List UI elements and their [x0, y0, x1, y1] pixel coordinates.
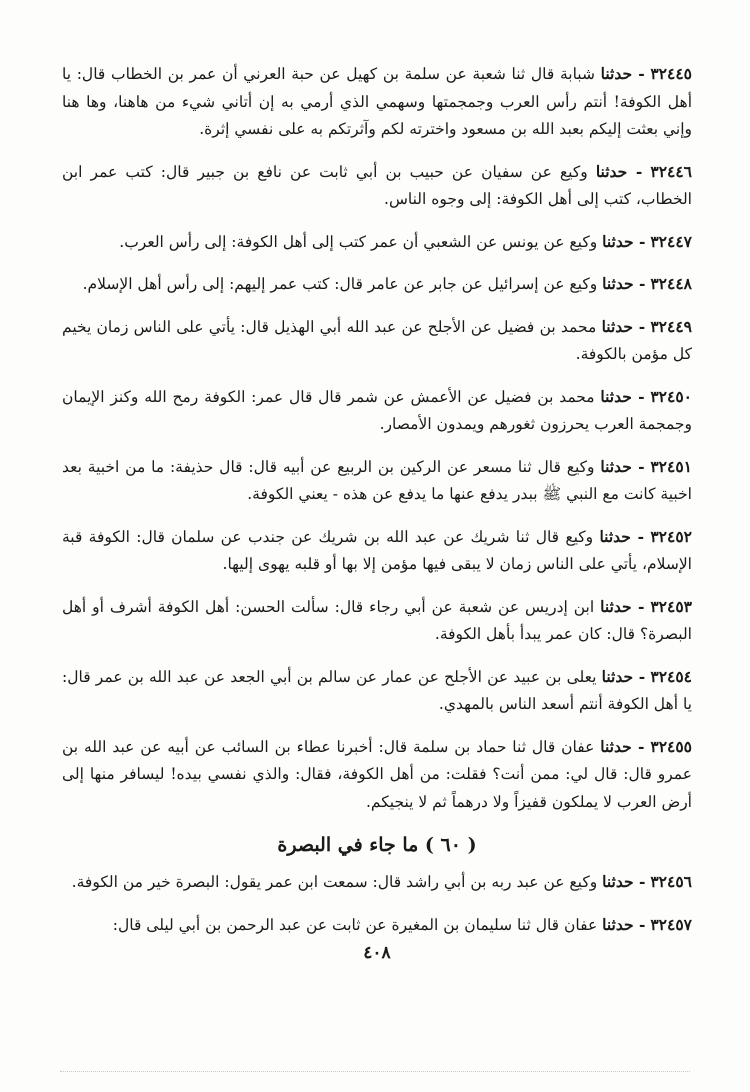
hadith-lead: - حدثنا [600, 736, 645, 756]
hadith-number: ٣٢٤٥٦ [650, 872, 692, 891]
hadith-number: ٣٢٤٥٧ [650, 914, 692, 934]
hadith-entry [62, 523, 692, 579]
hadith-text: عفان قال ثنا سليمان بن المغيرة عن ثابت عن عبد الرحمن بن أبي ليلى قال: [112, 915, 598, 934]
hadith-entry [62, 453, 692, 509]
hadith-lead: - حدثنا [595, 161, 643, 181]
hadith-text: عفان قال ثنا حماد بن سلمة قال: أخبرنا عطاء بن السائب عن أبيه عن عبد الله بن عمرو قال: قال لي: ممن أنت؟ فقلت: من أهل الكوفة، فقال: والذي نفسي بيده! ليسافر منها إلى أرض العرب لا يملكون قفيزاً ولا درهماً ثم لا ينجيكم. [62, 737, 692, 811]
hadith-number: ٣٢٤٥٤ [650, 666, 693, 686]
hadith-entry [62, 733, 692, 817]
hadith-text: وكيع عن عبد ربه بن أبي راشد قال: سمعت ابن عمر يقول: البصرة خير من الكوفة. [71, 873, 598, 891]
hadith-text: محمد بن فضيل عن الأجلح عن عبد الله أبي الهذيل قال: يأتي على الناس زمان يخيم كل مؤمن بالكوفة. [62, 317, 692, 363]
hadith-number: ٣٢٤٤٥ [650, 64, 692, 83]
hadith-lead: - حدثنا [600, 386, 645, 406]
hadith-text: وكيع عن سفيان عن حبيب بن أبي ثابت عن نافع بن جبير قال: كتب عمر ابن الخطاب، كتب إلى أهل الكوفة: إلى وجوه الناس. [62, 162, 692, 208]
hadith-lead: - حدثنا [599, 526, 645, 546]
hadith-text: وكيع قال ثنا شريك عن عبد الله بن شريك عن جندب عن سلمان قال: الكوفة قبة الإسلام، يأتي على الناس زمان لا يبقى فيها مؤمن إلا بها أو قلبه يهوى إليها. [62, 527, 692, 573]
hadith-entry [62, 158, 692, 214]
hadith-lead: - حدثنا [602, 274, 646, 293]
chapter-heading: ( ٦٠ ) ما جاء في البصرة [277, 834, 477, 856]
hadith-entry [62, 663, 692, 719]
hadith-number: ٣٢٤٥٣ [650, 596, 692, 616]
hadith-lead: - حدثنا [601, 316, 646, 336]
hadith-text: وكيع قال ثنا مسعر عن الركين بن الربيع عن أبيه قال: قال حذيفة: ما من اخبية بعد اخبية كانت مع النبي ﷺ ببدر يدفع عنها ما يدفع عن هذه - يعني الكوفة. [62, 457, 692, 503]
hadith-lead: - حدثنا [600, 456, 645, 476]
page-number: ٤٠٨ [363, 943, 391, 963]
hadith-lead: - حدثنا [602, 914, 646, 934]
hadith-entry [62, 313, 692, 369]
hadith-entry [62, 270, 692, 299]
hadith-lead: - حدثنا [602, 231, 646, 251]
hadith-lead: - حدثنا [600, 596, 645, 616]
hadith-number: ٣٢٤٤٨ [650, 274, 692, 293]
hadith-entry [62, 383, 692, 439]
hadith-text: وكيع عن إسرائيل عن جابر عن عامر قال: كتب عمر إليهم: إلى رأس أهل الإسلام. [82, 275, 598, 293]
hadith-number: ٣٢٤٥٥ [650, 736, 693, 756]
hadith-text: ابن إدريس عن شعبة عن أبي رجاء قال: سألت الحسن: أهل الكوفة أشرف أو أهل البصرة؟ قال: كان عمر يبدأ بأهل الكوفة. [62, 597, 692, 643]
hadith-number: ٣٢٤٤٧ [650, 231, 692, 251]
hadith-lead: - حدثنا [600, 64, 645, 83]
hadith-number: ٣٢٤٤٦ [650, 161, 693, 181]
hadith-text: وكيع عن يونس عن الشعبي أن عمر كتب إلى أهل الكوفة: إلى رأس العرب. [119, 232, 598, 251]
hadith-lead: - حدثنا [601, 666, 646, 686]
hadith-text: يعلى بن عبيد عن الأجلح عن عمار عن سالم بن أبي الجعد عن عبد الله بن عمر قال: يا أهل الكوفة أنتم أسعد الناس بالمهدي. [62, 667, 692, 713]
hadith-number: ٣٢٤٥٢ [650, 526, 692, 546]
hadith-entry [62, 868, 692, 897]
hadith-entry [62, 593, 692, 649]
hadith-number: ٣٢٤٤٩ [650, 316, 692, 336]
hadith-text: محمد بن فضيل عن الأعمش عن شمر قال قال عمر: الكوفة رمح الله وكنز الإيمان وجمجمة العرب يحرزون ثغورهم ويمدون الأمصار. [62, 387, 692, 433]
hadith-number: ٣٢٤٥١ [650, 456, 692, 476]
hadith-entry [62, 228, 692, 257]
hadith-text: شبابة قال ثنا شعبة عن سلمة بن كهيل عن حبة العرني أن عمر بن الخطاب قال: يا أهل الكوفة! أنتم رأس العرب وجمجمتها وسهمي الذي أرمي به إن أتاني شيء من هاهنا، وها هنا وإني بعثت إليكم بعبد الله بن مسعود واخترته لكم وآثرتكم به على نفسي إثرة. [62, 65, 692, 138]
hadith-lead: - حدثنا [602, 872, 646, 891]
hadith-entry [62, 911, 692, 940]
hadith-number: ٣٢٤٥٠ [650, 386, 692, 406]
bottom-divider [60, 1071, 690, 1072]
hadith-entry [62, 60, 692, 144]
